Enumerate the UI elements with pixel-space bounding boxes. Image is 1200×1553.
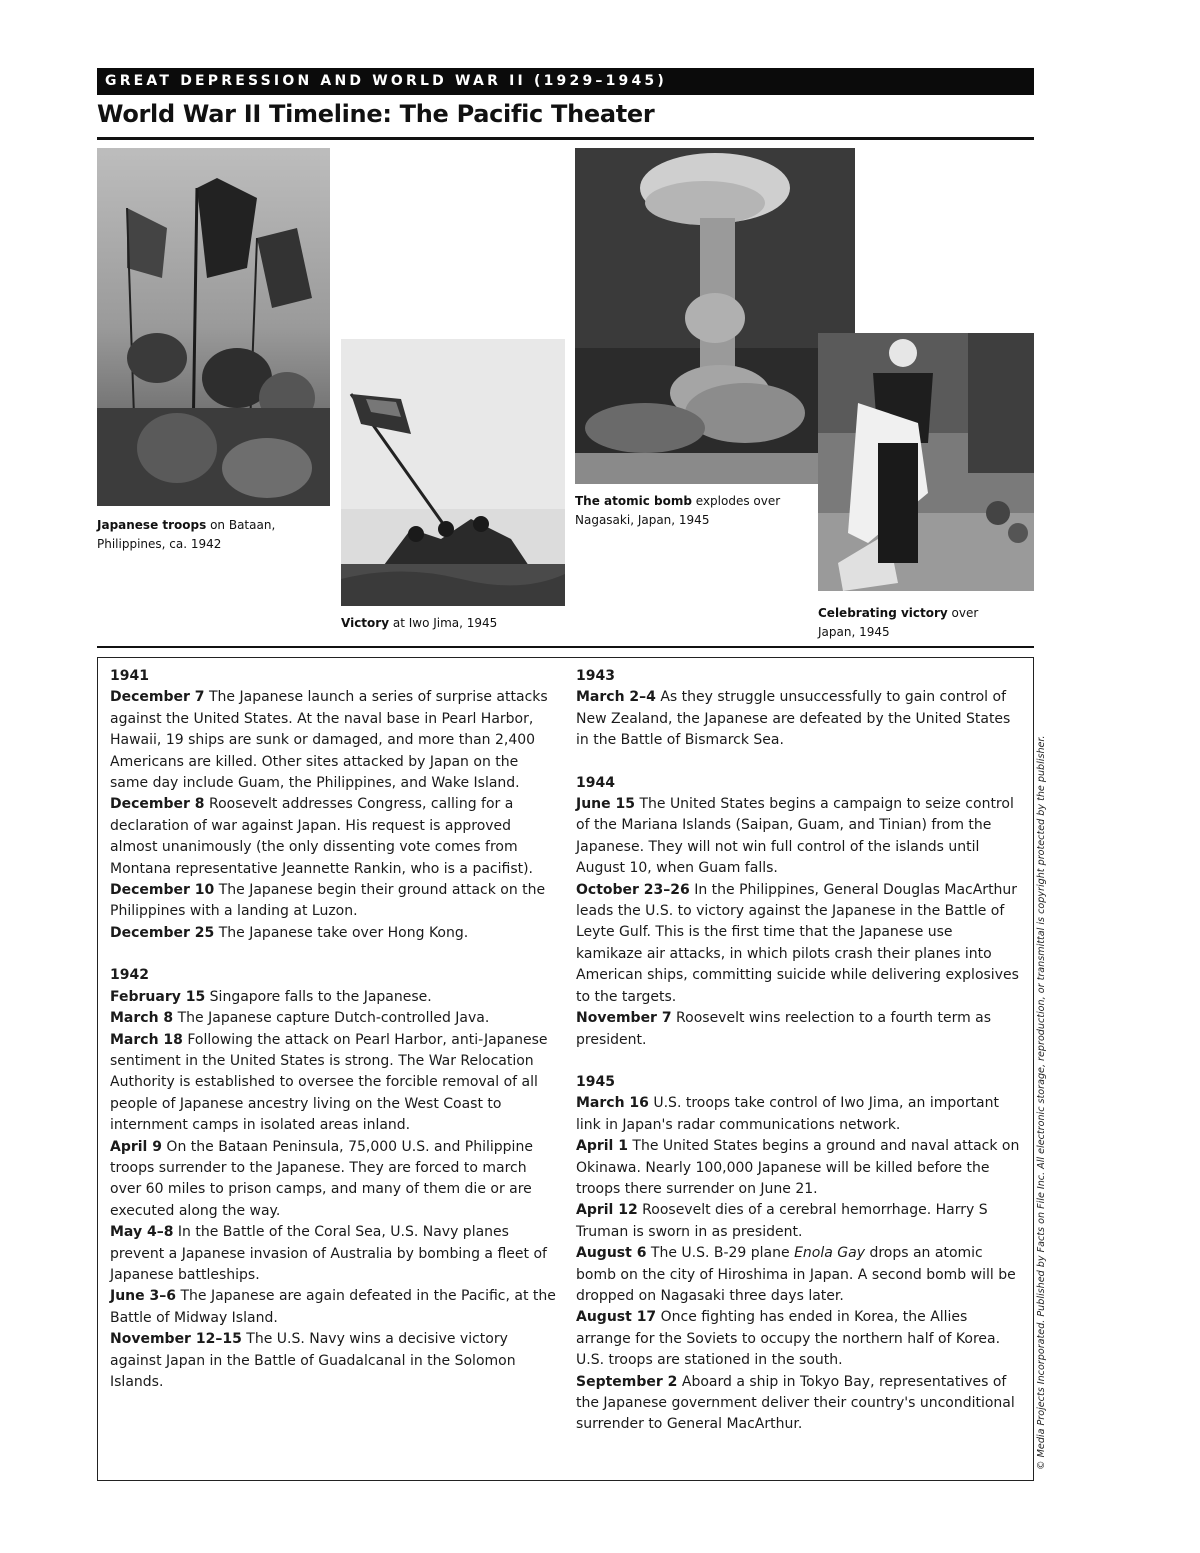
timeline-entry: April 9 On the Bataan Peninsula, 75,000 U.S. and Philippine troops surrender to the Japanese. They are forced to march over 60 miles to prison camps, and many of them die or are executed along the way. (110, 1138, 533, 1219)
timeline-column-left (110, 666, 558, 1393)
year-heading: 1944 (576, 774, 615, 791)
photos-divider (97, 646, 1034, 648)
year-heading: 1942 (110, 967, 149, 984)
timeline-entry: March 16 U.S. troops take control of Iwo Jima, an important link in Japan's radar communications network. (576, 1095, 1000, 1133)
timeline-entry: September 2 Aboard a ship in Tokyo Bay, representatives of the Japanese government deliver their country's unconditional surrender to General MacArthur. (576, 1373, 1015, 1433)
photo-caption-atomic-bomb: The atomic bomb explodes over Nagasaki, Japan, 1945 (575, 494, 781, 527)
timeline-entry: December 7 The Japanese launch a series of surprise attacks against the United States. At the naval base in Pearl Harbor, Hawaii, 19 ships are sunk or damaged, and more than 2,400 Americans are killed. Other sites attacked by Japan on the same day include Guam, the Philippines, and Wake Island. (110, 689, 548, 792)
title-divider (97, 137, 1034, 140)
timeline-entry: April 12 Roosevelt dies of a cerebral hemorrhage. Harry S Truman is sworn in as president. (576, 1202, 988, 1240)
copyright-notice: © Media Projects Incorporated. Published by Facts on File Inc. All electronic storage, reproduction, or transmittal is copyright protected by the publisher. (1036, 735, 1047, 1470)
timeline-column-right (576, 666, 1022, 1436)
timeline-entry: May 4–8 In the Battle of the Coral Sea, U.S. Navy planes prevent a Japanese invasion of Australia by bombing a fleet of Japanese battleships. (110, 1224, 547, 1283)
timeline-entry: February 15 Singapore falls to the Japanese. (110, 988, 432, 1005)
year-heading: 1941 (110, 668, 149, 684)
photo-caption-iwo-jima: Victory at Iwo Jima, 1945 (341, 616, 498, 630)
timeline-entry: June 15 The United States begins a campaign to seize control of the Mariana Islands (Saipan, Guam, and Tinian) from the Japanese. They will not win full control of the islands until August 10, when Guam falls. (576, 796, 1014, 877)
photo-caption-japanese-troops: Japanese troops on Bataan, Philippines, ca. 1942 (97, 518, 276, 551)
photo-iwo-jima (341, 339, 565, 606)
section-header-band: GREAT DEPRESSION AND WORLD WAR II (1929–1945) (97, 68, 1034, 95)
timeline-entry: November 7 Roosevelt wins reelection to a fourth term as president. (576, 1010, 992, 1048)
photo-celebrating-victory (818, 333, 1034, 591)
timeline-entry: March 18 Following the attack on Pearl Harbor, anti-Japanese sentiment in the United States is strong. The War Relocation Authority is established to oversee the forcible removal of all people of Japanese ancestry living on the West Coast to internment camps in isolated areas inland. (110, 1031, 548, 1134)
photo-caption-celebrating-victory: Celebrating victory over Japan, 1945 (818, 606, 979, 639)
timeline-box (97, 657, 1034, 1481)
timeline-entry: October 23–26 In the Philippines, General Douglas MacArthur leads the U.S. to victory against the Japanese in the Battle of Leyte Gulf. This is the first time that the Japanese use kamikaze air attacks, in which pilots crash their planes into American ships, committing suicide while delivering explosives to the targets. (576, 881, 1019, 1005)
timeline-entry: June 3–6 The Japanese are again defeated in the Pacific, at the Battle of Midway Island. (110, 1288, 556, 1326)
timeline-entry: November 12–15 The U.S. Navy wins a decisive victory against Japan in the Battle of Guadalcanal in the Solomon Islands. (110, 1331, 516, 1390)
page-title: World War II Timeline: The Pacific Theater (97, 100, 655, 128)
year-heading: 1945 (576, 1073, 615, 1090)
timeline-entry: August 17 Once fighting has ended in Korea, the Allies arrange for the Soviets to occupy the northern half of Korea. U.S. troops are stationed in the south. (576, 1309, 1001, 1369)
timeline-entry: December 10 The Japanese begin their ground attack on the Philippines with a landing at Luzon. (110, 882, 546, 920)
timeline-entry: March 8 The Japanese capture Dutch-controlled Java. (110, 1010, 490, 1027)
timeline-entry: March 2–4 As they struggle unsuccessfully to gain control of New Zealand, the Japanese are defeated by the United States in the Battle of Bismarck Sea. (576, 689, 1011, 749)
year-heading: 1943 (576, 668, 615, 684)
photo-japanese-troops (97, 148, 330, 506)
photo-atomic-bomb (575, 148, 855, 484)
timeline-entry: December 8 Roosevelt addresses Congress, calling for a declaration of war against Japan. His request is approved almost unanimously (the only dissenting vote comes from Montana representative Jeannette Rankin, who is a pacifist). (110, 796, 534, 877)
timeline-entry: August 6 The U.S. B-29 plane Enola Gay drops an atomic bomb on the city of Hiroshima in Japan. A second bomb will be dropped on Nagasaki three days later. (576, 1245, 1016, 1304)
timeline-entry: April 1 The United States begins a ground and naval attack on Okinawa. Nearly 100,000 Japanese will be killed before the troops there surrender on June 21. (576, 1138, 1020, 1197)
timeline-entry: December 25 The Japanese take over Hong Kong. (110, 924, 469, 941)
